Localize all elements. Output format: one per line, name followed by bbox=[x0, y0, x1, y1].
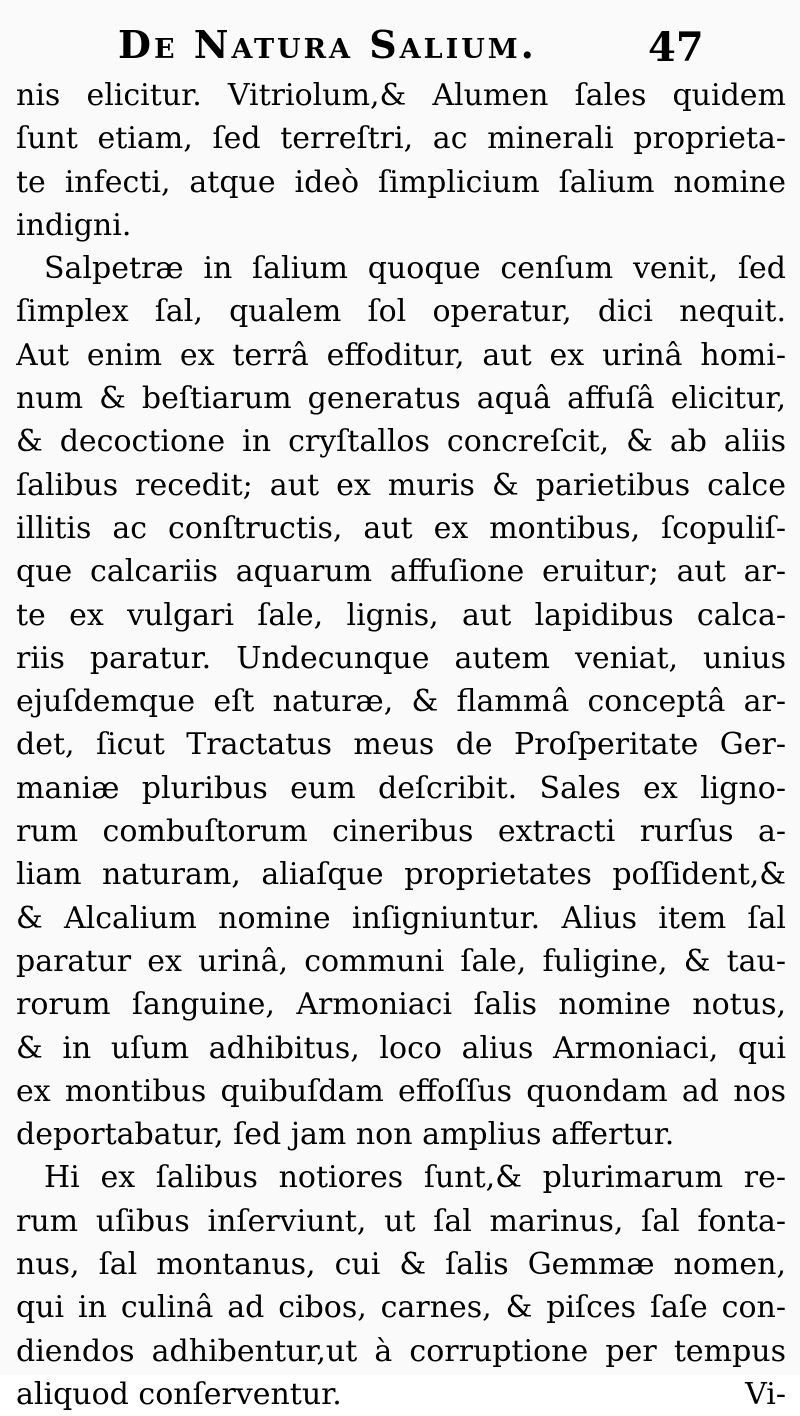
text-line: & Alcalium nomine inſigniuntur. Alius item ſal bbox=[16, 900, 786, 936]
text-line: deportabatur, ſed jam non amplius affertur. bbox=[16, 1117, 675, 1153]
paragraph bbox=[16, 74, 786, 247]
text-line: riis paratur. Undecunque autem veniat, unius bbox=[16, 640, 786, 676]
text-line: rorum ſanguine, Armoniaci ſalis nomine notus, bbox=[16, 987, 786, 1023]
catchword: Vi- bbox=[745, 1376, 786, 1412]
text-line: nis elicitur. Vitriolum,& Alumen ſales quidem bbox=[16, 78, 786, 113]
text-line: rum combuſtorum cineribus extracti rurſus a- bbox=[16, 814, 786, 850]
text-line: ex montibus quibuſdam effoſſus quondam ad nos bbox=[16, 1073, 786, 1109]
text-line: det, ſicut Tractatus meus de Proſperitate Ger- bbox=[16, 727, 786, 763]
text-line: liam naturam, aliaſque proprietates poſſident,& bbox=[16, 857, 786, 893]
text-line: Hi ex ſalibus notiores ſunt,& plurimarum re- bbox=[44, 1160, 786, 1196]
text-line: Salpetræ in ſalium quoque cenſum venit, ſed bbox=[44, 251, 786, 287]
text-line: Aut enim ex terrâ effoditur, aut ex urinâ homi- bbox=[16, 337, 786, 373]
text-line bbox=[16, 1373, 786, 1416]
text-line: te ex vulgari ſale, lignis, aut lapidibus calca- bbox=[16, 597, 786, 633]
text-line: rum uſibus inſerviunt, ut ſal marinus, ſal fonta- bbox=[16, 1203, 786, 1239]
text-line: illitis ac conſtructis, aut ex montibus, ſcopuliſ- bbox=[16, 510, 786, 546]
text-line: paratur ex urinâ, communi ſale, fuligine, & tau- bbox=[16, 943, 786, 979]
text-line: nus, ſal montanus, cui & ſalis Gemmæ nomen, bbox=[16, 1247, 786, 1283]
text-line: ſalibus recedit; aut ex muris & parietibus calce bbox=[16, 467, 786, 503]
text-line: ejuſdemque eſt naturæ, & flammâ conceptâ ar- bbox=[16, 684, 786, 720]
text-line-content: aliquod conſerventur. bbox=[16, 1376, 342, 1412]
text-line: & in uſum adhibitus, loco alius Armoniaci, qui bbox=[16, 1030, 786, 1066]
text-line: & decoctione in cryſtallos concreſcit, & ab aliis bbox=[16, 424, 786, 460]
running-title: De Natura Salium. bbox=[118, 22, 537, 67]
text-line: ſimplex ſal, qualem ſol operatur, dici nequit. bbox=[16, 294, 786, 330]
text-line: maniæ pluribus eum deſcribit. Sales ex ligno- bbox=[16, 770, 786, 806]
text-line: num & beſtiarum generatus aquâ affuſâ elicitur, bbox=[16, 381, 786, 417]
paragraph bbox=[16, 1156, 786, 1416]
text-line: te infecti, atque ideò ſimplicium ſalium nomine bbox=[16, 164, 786, 200]
body-text bbox=[16, 74, 786, 1416]
text-line: diendos adhibentur,ut à corruptione per tempus bbox=[16, 1333, 786, 1369]
text-line: indigni. bbox=[16, 207, 132, 243]
paragraph bbox=[16, 247, 786, 1156]
text-line: ſunt etiam, ſed terreſtri, ac minerali proprieta- bbox=[16, 121, 786, 157]
text-line: qui in culinâ ad cibos, carnes, & piſces ſaſe con- bbox=[16, 1290, 786, 1326]
text-line: que calcariis aquarum affuſione eruitur; aut ar- bbox=[16, 554, 786, 590]
page-header bbox=[0, 18, 800, 82]
page-number: 47 bbox=[648, 24, 704, 71]
